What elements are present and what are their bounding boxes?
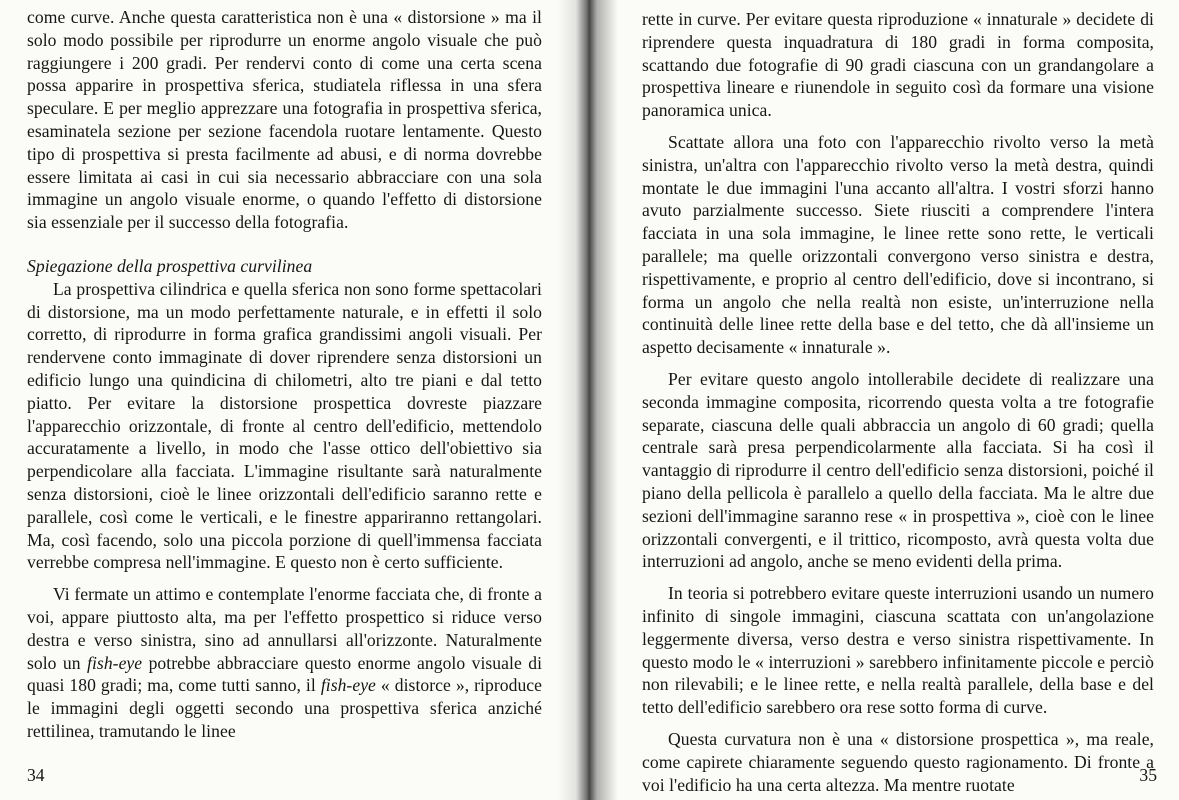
- paragraph: Scattate allora una foto con l'apparecchio rivolto verso la metà sinistra, un'altra con l'apparecchio rivolto verso la metà destra, quindi montate le due immagini l'una accanto all'altra. I vostri sforzi hanno avuto parzialmente successo. Siete riusciti a comprendere l'intera facciata in una sola immagine, le linee rette sono rette, le verticali parallele; ma quelle orizzontali convergono verso sinistra e destra, rispettivamente, e proprio al centro dell'edificio, dove si incontrano, si forma un angolo che nella realtà non esiste, un'interruzione nella continuità delle linee rette della base e del tetto, che dà all'insieme un aspetto decisamente « innaturale ».: [642, 131, 1154, 358]
- right-page: [590, 0, 1179, 800]
- paragraph: rette in curve. Per evitare questa riproduzione « innaturale » decidete di riprendere questa inquadratura di 180 gradi in forma composita, scattando due fotografie di 90 gradi ciascuna con un grandangolare a prospettiva lineare e riunendole in seguito così da formare una visione panoramica unica.: [642, 9, 1154, 121]
- text-run: potrebbe abbracciare questo enorme angolo visuale di quasi 180 gradi; ma, come tutti sanno, il: [27, 652, 543, 696]
- text-run: « distorce », riproduce le immagini degli oggetti secondo una prospettiva sferica anziché rettilinea, tramutando le linee: [27, 675, 543, 741]
- paragraph: Per evitare questo angolo intollerabile decidete di realizzare una seconda immagine composita, ricorrendo questa volta a tre fotografie separate, ciascuna delle quali abbraccia un angolo di 60 gradi; quella centrale sarà presa perpendicolarmente alla facciata. Si ha così il vantaggio di riprodurre il centro dell'edificio senza distorsioni, poiché il piano della pellicola è parallelo a quello della facciata. Ma le altre due sezioni dell'immagine saranno rese « in prospettiva », cioè con le linee orizzontali convergenti, e il trittico, ricomposto, avrà questa volta due interruzioni ad angolo, anche se meno evidenti della prima.: [642, 368, 1154, 572]
- italic-term: fish-eye: [87, 652, 143, 673]
- page-number: 34: [27, 765, 45, 785]
- section-heading: Spiegazione della prospettiva curvilinea: [27, 255, 313, 276]
- left-page-text: [27, 6, 542, 743]
- paragraph: [27, 583, 542, 743]
- paragraph: come curve. Anche questa caratteristica non è una « distorsione » ma il solo modo possibile per riprodurre un enorme angolo visuale che può raggiungere i 200 gradi. Per rendervi conto di come una certa scena possa apparire in prospettiva sferica, studiatela riflessa in una sfera speculare. E per meglio apprezzare una fotografia in prospettiva sferica, esaminatela sezione per sezione facendola ruotare lentamente. Questo tipo di prospettiva si presta facilmente ad abusi, e di norma dovrebbe essere limitata ai casi in cui sia necessario abbracciare con una sola immagine un angolo visuale enorme, o quando l'effetto di distorsione sia essenziale per il successo della fotografia.: [27, 7, 542, 233]
- page-number: 35: [1139, 765, 1157, 785]
- paragraph: La prospettiva cilindrica e quella sferica non sono forme spettacolari di distorsione, ma un modo perfettamente naturale, e in effetti il solo corretto, di riprodurre in forma grafica grandissimi angoli visuali. Per rendervene conto immaginate di dover riprendere senza distorsioni un edificio lungo una quindicina di chilometri, alto tre piani e dal tetto piatto. Per evitare la distorsione prospettica dovreste piazzare l'apparecchio orizzontale, di fronte al centro dell'edificio, mettendolo accuratamente a livello, in modo che l'asse ottico dell'obiettivo sia perpendicolare alla facciata. L'immagine risultante sarà naturalmente senza distorsioni, cioè le linee orizzontali dell'edificio saranno rette e parallele, così come le verticali, e le finestre appariranno rettangolari. Ma, così facendo, solo una piccola porzione di quell'immensa facciata verrebbe compresa nell'immagine. E questo non è certo sufficiente.: [27, 278, 542, 573]
- italic-term: fish-eye: [320, 675, 376, 696]
- paragraph: In teoria si potrebbero evitare queste interruzioni usando un numero infinito di singole immagini, ciascuna scattata con un'angolazione leggermente diversa, verso destra e verso sinistra rispettivamente. In questo modo le « interruzioni » sarebbero infinitamente piccole e perciò non rilevabili; e le linee rette, e nella realtà parallele, della base e del tetto dell'edificio sarebbero ora rese sotto forma di curve.: [642, 583, 1154, 718]
- paragraph: Questa curvatura non è una « distorsione prospettica », ma reale, come capirete chiaramente seguendo questo ragionamento. Di fronte a voi l'edificio ha una certa altezza. Ma mentre ruotate: [642, 728, 1154, 795]
- text-run: Vi fermate un attimo e contemplate l'enorme facciata che, di fronte a voi, appare piuttosto alta, ma per l'effetto prospettico si riduce verso destra e verso sinistra, sino ad annullarsi all'orizzonte. Naturalmente solo un: [27, 584, 542, 673]
- right-page-text: [642, 8, 1154, 796]
